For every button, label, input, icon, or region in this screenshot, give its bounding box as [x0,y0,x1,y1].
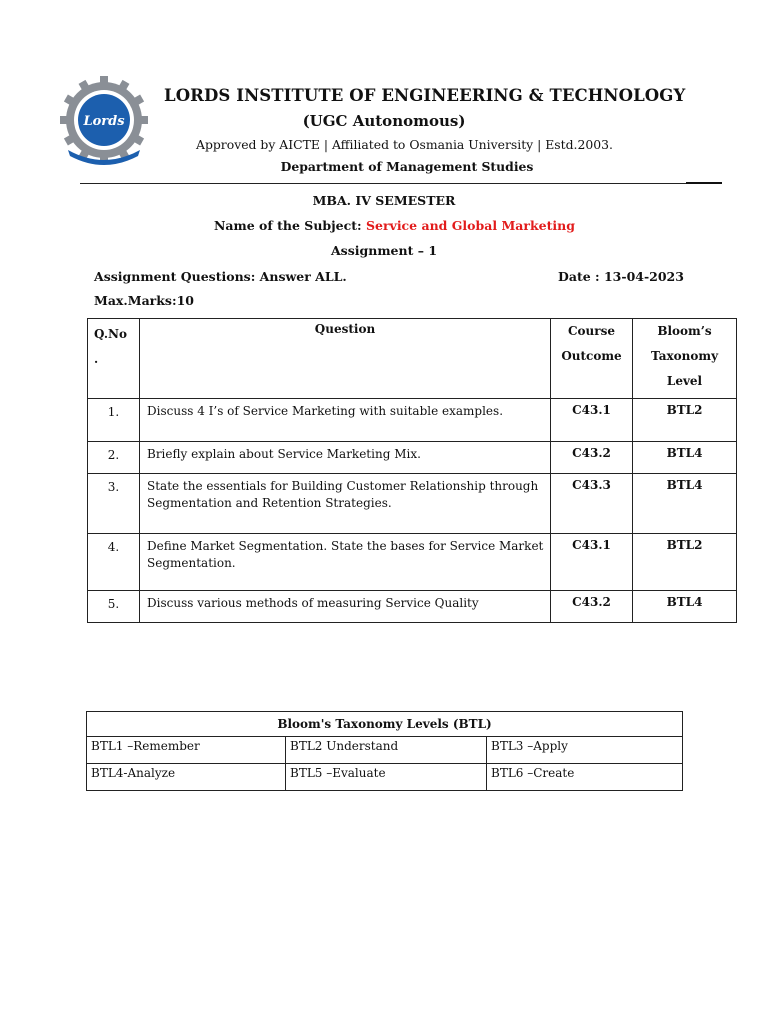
max-marks: Max.Marks:10 [94,293,194,308]
header-course-outcome: Course Outcome [551,319,633,399]
table-row: 1. Discuss 4 I’s of Service Marketing with suitable examples. C43.1 BTL2 [88,399,737,442]
questions-header-row [88,319,737,399]
department-name: Department of Management Studies [280,159,534,174]
subject-value: Service and Global Marketing [365,218,575,233]
table-row: 5. Discuss various methods of measuring Service Quality C43.2 BTL4 [88,591,737,623]
header-btl: Bloom’s Taxonomy Level [633,319,737,399]
table-row: BTL4-Analyze BTL5 –Evaluate BTL6 –Create [87,764,683,791]
semester-title: MBA. IV SEMESTER [312,193,456,208]
table-row: 2. Briefly explain about Service Marketing Mix. C43.2 BTL4 [88,442,737,474]
table-row: BTL1 –Remember BTL2 Understand BTL3 –Apply [87,737,683,764]
institution-name: LORDS INSTITUTE OF ENGINEERING & TECHNOLOGY [164,86,686,105]
header-divider-accent [686,182,722,184]
autonomous-status: (UGC Autonomous) [302,112,466,130]
table-row: 3. State the essentials for Building Customer Relationship through Segmentation and Retention Strategies. C43.3 BTL4 [88,474,737,534]
assignment-instruction: Assignment Questions: Answer ALL. [94,269,347,284]
header-question: Question [140,319,551,399]
btl-title-row [87,712,683,737]
header-divider [80,183,720,184]
questions-table [87,318,737,623]
btl-table-title: Bloom's Taxonomy Levels (BTL) [87,712,683,737]
subject-line [214,218,575,233]
logo-wordmark: Lords [83,114,125,129]
btl-levels-table [86,711,683,791]
table-row: 4. Define Market Segmentation. State the bases for Service Market Segmentation. C43.1 BTL2 [88,534,737,591]
assignment-title: Assignment – 1 [330,243,438,258]
header-qno: Q.No . [88,319,140,399]
approval-line: Approved by AICTE | Affiliated to Osmania University | Estd.2003. [196,137,613,152]
subject-label: Name of the Subject: [214,218,366,233]
assignment-date: Date : 13-04-2023 [558,269,684,284]
